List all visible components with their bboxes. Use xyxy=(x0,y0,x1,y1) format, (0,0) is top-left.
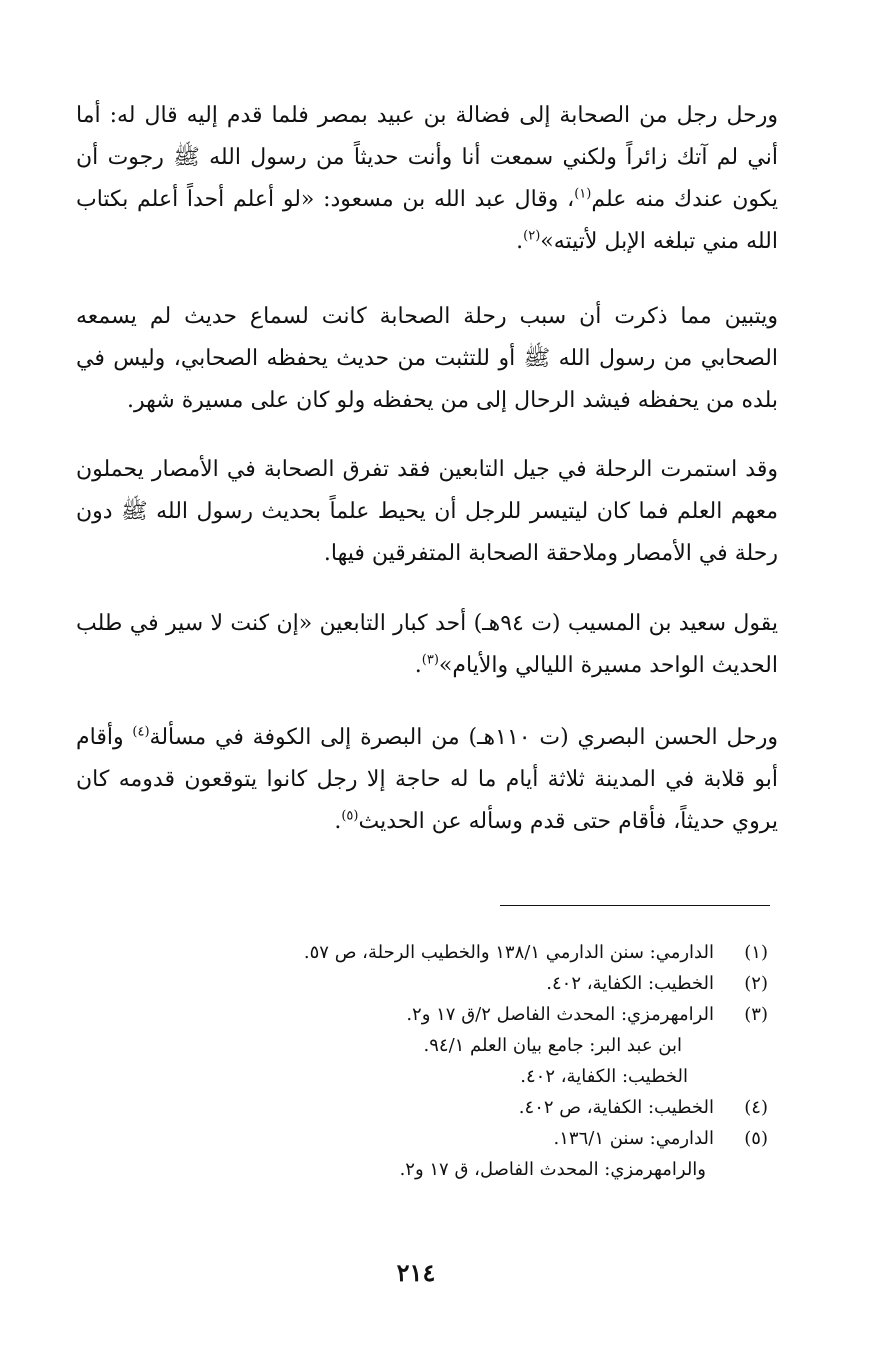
footnote-3-continuation-2 xyxy=(200,1061,768,1092)
paragraph-5-text-a: ورحل الحسن البصري (ت ١١٠هـ) من البصرة إلى الكوفة في مسألة xyxy=(149,725,778,750)
footnote-separator xyxy=(500,905,770,906)
paragraph-3-text: وقد استمرت الرحلة في جيل التابعين فقد تفرق الصحابة في الأمصار يحملون معهم العلم فما كان ليتيسر للرجل أن يحيط علماً بحديث رسول الله ﷺ دون رحلة في الأمصار وملاحقة الصحابة المتفرقين فيها. xyxy=(76,457,778,566)
footnote-3-continuation-1 xyxy=(200,1030,768,1061)
paragraph-5-text-b: وأقام أبو قلابة في المدينة ثلاثة أيام ما له حاجة إلا رجل كانوا يتوقعون قدومه كان يروي حديثاً، فأقام حتى قدم وسأله عن الحديث xyxy=(76,725,778,834)
paragraph-3 xyxy=(76,449,778,575)
paragraph-4 xyxy=(76,603,778,687)
footnote-number: (٤) xyxy=(744,1097,768,1118)
footnote-ref-3: (٣) xyxy=(421,652,439,668)
paragraph-2 xyxy=(76,296,778,422)
paragraph-1-text-b: ، وقال عبد الله بن مسعود: «لو أعلم أحداً أعلم بكتاب الله مني تبلغه الإبل لأتيته» xyxy=(76,187,778,254)
footnote-text: الخطيب: الكفاية، ٤٠٢. xyxy=(520,1066,688,1087)
paragraph-4-text-a: يقول سعيد بن المسيب (ت ٩٤هـ) أحد كبار التابعين «إن كنت لا سير في طلب الحديث الواحد مسيرة الليالي والأيام» xyxy=(76,611,778,678)
footnotes xyxy=(200,937,768,1185)
paragraph-5-text-c: . xyxy=(334,809,342,834)
paragraph-2-text: ويتبين مما ذكرت أن سبب رحلة الصحابة كانت لسماع حديث لم يسمعه الصحابي من رسول الله ﷺ أو للتثبت من حديث يحفظه الصحابي، وليس في بلده من يحفظه فيشد الرحال إلى من يحفظه ولو كان على مسيرة شهر. xyxy=(76,304,778,413)
footnote-text: والرامهرمزي: المحدث الفاصل، ق ١٧ و٢. xyxy=(399,1159,706,1180)
paragraph-4-text-b: . xyxy=(414,653,422,678)
footnote-text: الرامهرمزي: المحدث الفاصل ٢/ق ١٧ و٢. xyxy=(406,1004,714,1025)
paragraph-1-text-c: . xyxy=(516,229,524,254)
paragraph-1-text-a: ورحل رجل من الصحابة إلى فضالة بن عبيد بمصر فلما قدم إليه قال له: أما أني لم آتك زائراً ولكني سمعت أنا وأنت حديثاً من رسول الله ﷺ رجوت أن يكون عندك منه علم xyxy=(76,103,778,212)
footnote-ref-2: (٢) xyxy=(523,228,541,244)
page-number: ٢١٤ xyxy=(396,1258,436,1287)
footnote-4 xyxy=(200,1092,768,1123)
footnote-number: (٣) xyxy=(744,1004,768,1025)
paragraph-5 xyxy=(76,717,778,843)
footnote-number: (١) xyxy=(744,942,768,963)
footnote-3 xyxy=(200,999,768,1030)
footnote-1 xyxy=(200,937,768,968)
footnote-text: الدارمي: سنن الدارمي ١٣٨/١ والخطيب الرحلة، ص ٥٧. xyxy=(303,942,714,963)
footnote-number: (٥) xyxy=(744,1128,768,1149)
footnote-2 xyxy=(200,968,768,999)
footnote-ref-5: (٥) xyxy=(341,808,359,824)
paragraph-1 xyxy=(76,95,778,263)
footnote-ref-4: (٤) xyxy=(132,724,150,740)
footnote-ref-1: (١) xyxy=(574,186,592,202)
footnote-text: ابن عبد البر: جامع بيان العلم ٩٤/١. xyxy=(423,1035,682,1056)
footnote-5 xyxy=(200,1123,768,1154)
footnote-text: الدارمي: سنن ١٣٦/١. xyxy=(553,1128,714,1149)
footnote-text: الخطيب: الكفاية، ٤٠٢. xyxy=(546,973,714,994)
footnote-number: (٢) xyxy=(744,973,768,994)
footnote-5-continuation xyxy=(200,1154,768,1185)
footnote-text: الخطيب: الكفاية، ص ٤٠٢. xyxy=(518,1097,714,1118)
